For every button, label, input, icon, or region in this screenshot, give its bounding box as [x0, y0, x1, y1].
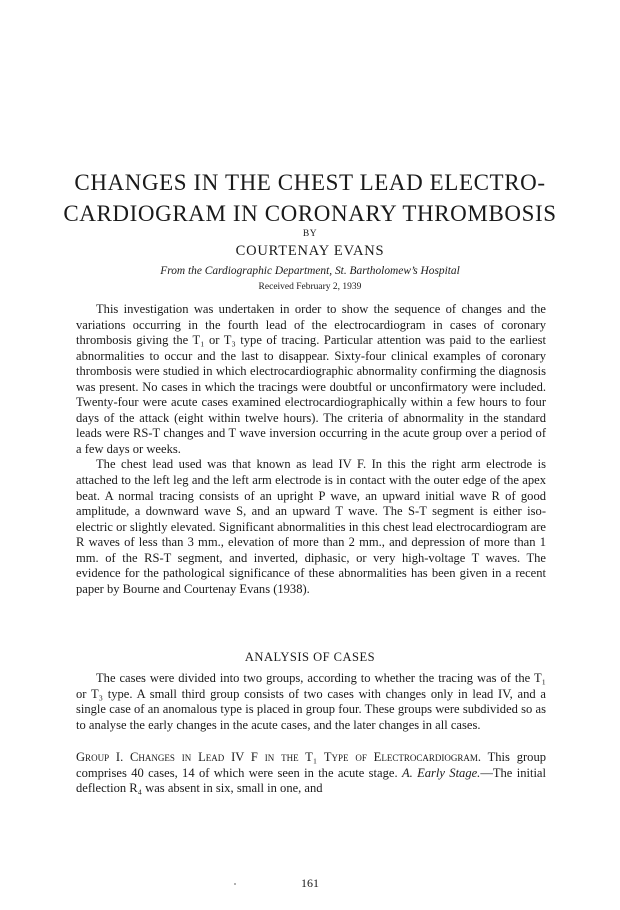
paragraph-analysis: The cases were divided into two groups, according to whether the tracing was of the T₁ or T₃ type. A small third group consists of two cases with changes only in lead IV, and a single case of an anomalous type is placed in group four. These groups were subdivided so as to analyse the early changes in the acute cases, and the later changes in all cases. — [76, 671, 546, 732]
paragraph-chest-lead: The chest lead used was that known as lead IV F. In this the right arm electrode is attached to the left leg and the left arm electrode is in contact with the outer edge of the apex beat. A normal tracing consists of an upright P wave, an upward initial wave R of good amplitude, a downward wave S, and an upward T wave. The S-T segment is either iso-electric or slightly elevated. Significant abnormalities in this chest lead electrocardiogram are R waves of less than 3 mm., elevation of more than 2 mm., and depression of more than 1 mm. of the RS-T segment, and inverted, diphasic, or very high-voltage T waves. The evidence for the pathological significance of these abnormalities has been given in a recent paper by Bourne and Courtenay Evans (1938). — [76, 457, 546, 596]
section-heading: ANALYSIS OF CASES — [244, 650, 376, 664]
subsection-text: —The initial deflection R₄ was absent in six, small in one, and — [76, 765, 546, 796]
received-date: Received February 2, 1939 — [258, 282, 362, 292]
paragraph-intro: This investigation was undertaken in order to show the sequence of changes and the variations occurring in the fourth lead of the electrocardiogram in cases of coronary thrombosis giving the T₁ or T₃ type of tracing. Particular attention was paid to the earliest abnormalities to occur and the last to disappear. Sixty-four clinical examples of coronary thrombosis were studied in which electrocardiographic abnormality confirming the diagnosis was present. No cases in which the tracings were doubtful or unconfirmatory were included. Twenty-four were acute cases examined electrocardiographically within a few hours to four days of the attack (eight within twelve hours). The criteria of abnormality in the standard leads were RS-T changes and T wave inversion occurring in the acute group over a period of a few days or weeks. — [76, 302, 546, 456]
article-title-line-1: CHANGES IN THE CHEST LEAD ELECTRO- — [74, 170, 546, 195]
intro-block — [76, 302, 546, 597]
byline-by: BY — [302, 229, 318, 239]
page-number: 161 — [301, 876, 319, 890]
subsection-label: A. Early Stage. — [401, 765, 481, 780]
group-text: This group comprises 40 cases, 14 of which were seen in the acute stage. — [76, 750, 546, 780]
group-section — [76, 750, 546, 797]
author-name: COURTENAY EVANS — [235, 243, 385, 259]
group-heading: Group I. Changes in Lead IV F in the T₁ Type of Electrocardiogram. — [76, 750, 481, 764]
scan-speck — [234, 883, 236, 885]
article-title-line-2: CARDIOGRAM IN CORONARY THROMBOSIS — [63, 201, 557, 226]
author-affiliation: From the Cardiographic Department, St. Bartholomew’s Hospital — [160, 265, 460, 277]
